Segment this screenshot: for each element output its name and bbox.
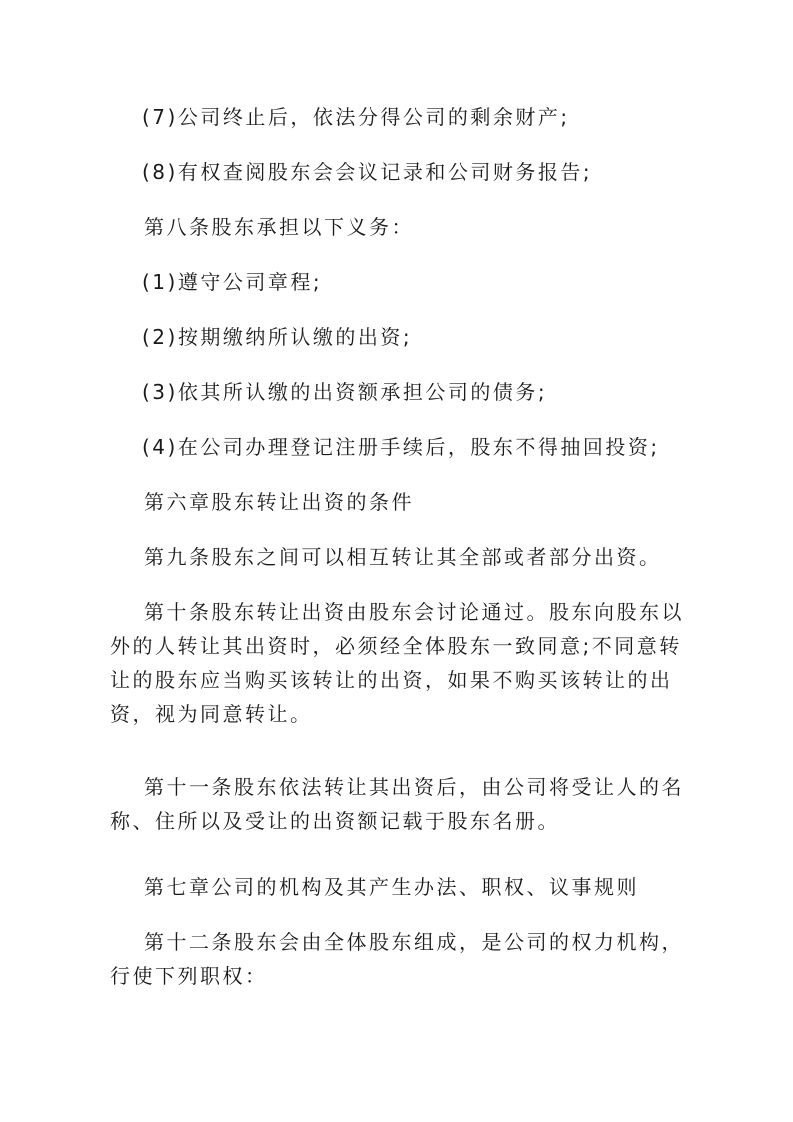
paragraph-article-8: 第八条股东承担以下义务： [144,215,414,239]
chapter-6-heading: 第六章股东转让出资的条件 [144,490,414,514]
paragraph-item-7: (7)公司终止后，依法分得公司的剩余财产; [142,105,570,129]
paragraph-article-10: 第十条股东转让出资由股东会讨论通过。股东向股东以外的人转让其出资时，必须经全体股东一致同意;不同意转让的股东应当购买该转让的出资，如果不购买该转让的出资，视为同意转让。 [110,600,684,726]
paragraph-article-12: 第十二条股东会由全体股东组成，是公司的权力机构，行使下列职权： [110,930,684,988]
paragraph-article-11: 第十一条股东依法转让其出资后，由公司将受让人的名称、住所以及受让的出资额记载于股东名册。 [110,775,684,833]
paragraph-item-8: (8)有权查阅股东会会议记录和公司财务报告; [142,160,593,184]
paragraph-duty-3: (3)依其所认缴的出资额承担公司的债务; [142,380,548,404]
paragraph-duty-2: (2)按期缴纳所认缴的出资; [142,325,413,349]
chapter-7-heading: 第七章公司的机构及其产生办法、职权、议事规则 [144,875,639,899]
paragraph-article-9: 第九条股东之间可以相互转让其全部或者部分出资。 [144,545,662,569]
paragraph-duty-1: (1)遵守公司章程; [142,270,323,294]
paragraph-duty-4: (4)在公司办理登记注册手续后，股东不得抽回投资; [142,435,660,459]
